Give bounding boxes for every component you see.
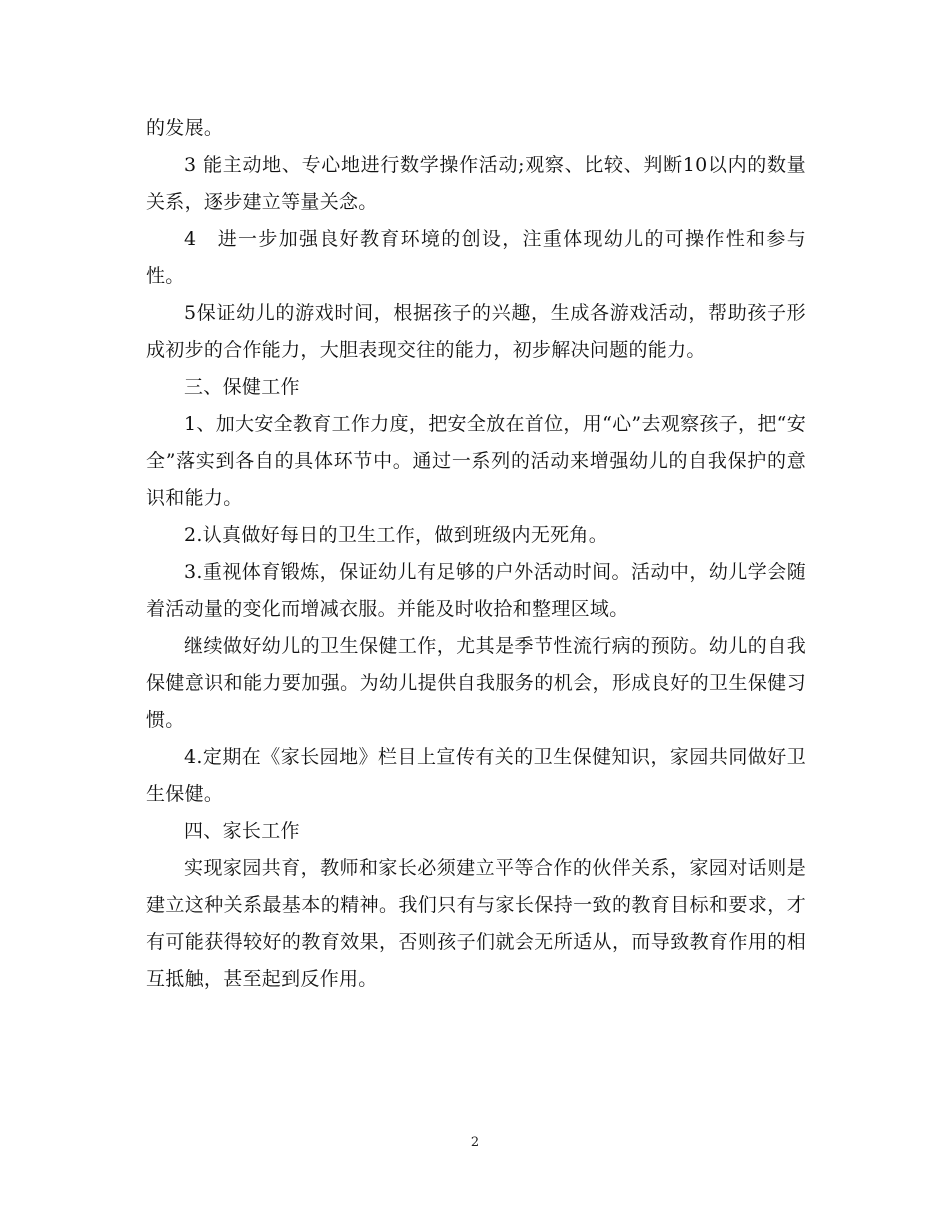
paragraph-item-4: 4 进一步加强良好教育环境的创设，注重体现幼儿的可操作性和参与性。 bbox=[146, 228, 806, 287]
paragraph-parents: 实现家园共育，教师和家长必须建立平等合作的伙伴关系，家园对话则是建立这种关系最基本的精神。我们只有与家长保持一致的教育目标和要求，才有可能获得较好的教育效果，否则孩子们就会无所适从，而导致教育作用的相互抵触，甚至起到反作用。 bbox=[146, 857, 806, 990]
paragraph-health-4: 4.定期在《家长园地》栏目上宣传有关的卫生保健知识，家园共同做好卫生保健。 bbox=[146, 746, 806, 805]
document-body bbox=[146, 110, 806, 998]
paragraph-health-3: 3.重视体育锻炼，保证幼儿有足够的户外活动时间。活动中，幼儿学会随着活动量的变化而增减衣服。并能及时收拾和整理区域。 bbox=[146, 561, 806, 620]
page-number: 2 bbox=[470, 1135, 480, 1150]
section-heading-parents: 四、家长工作 bbox=[184, 820, 300, 842]
paragraph-health-2: 2.认真做好每日的卫生工作，做到班级内无死角。 bbox=[184, 524, 609, 546]
paragraph-health-continued: 继续做好幼儿的卫生保健工作，尤其是季节性流行病的预防。幼儿的自我保健意识和能力要加强。为幼儿提供自我服务的机会，形成良好的卫生保健习惯。 bbox=[146, 635, 806, 731]
paragraph-continuation: 的发展。 bbox=[146, 117, 224, 139]
paragraph-item-3: 3 能主动地、专心地进行数学操作活动;观察、比较、判断10以内的数量关系，逐步建立等量关念。 bbox=[146, 154, 806, 213]
paragraph-health-1: 1、加大安全教育工作力度，把安全放在首位，用“心”去观察孩子，把“安全”落实到各自的具体环节中。通过一系列的活动来增强幼儿的自我保护的意识和能力。 bbox=[146, 413, 806, 509]
paragraph-item-5: 5保证幼儿的游戏时间，根据孩子的兴趣，生成各游戏活动，帮助孩子形成初步的合作能力，大胆表现交往的能力，初步解决问题的能力。 bbox=[146, 302, 806, 361]
section-heading-health: 三、保健工作 bbox=[184, 376, 300, 398]
